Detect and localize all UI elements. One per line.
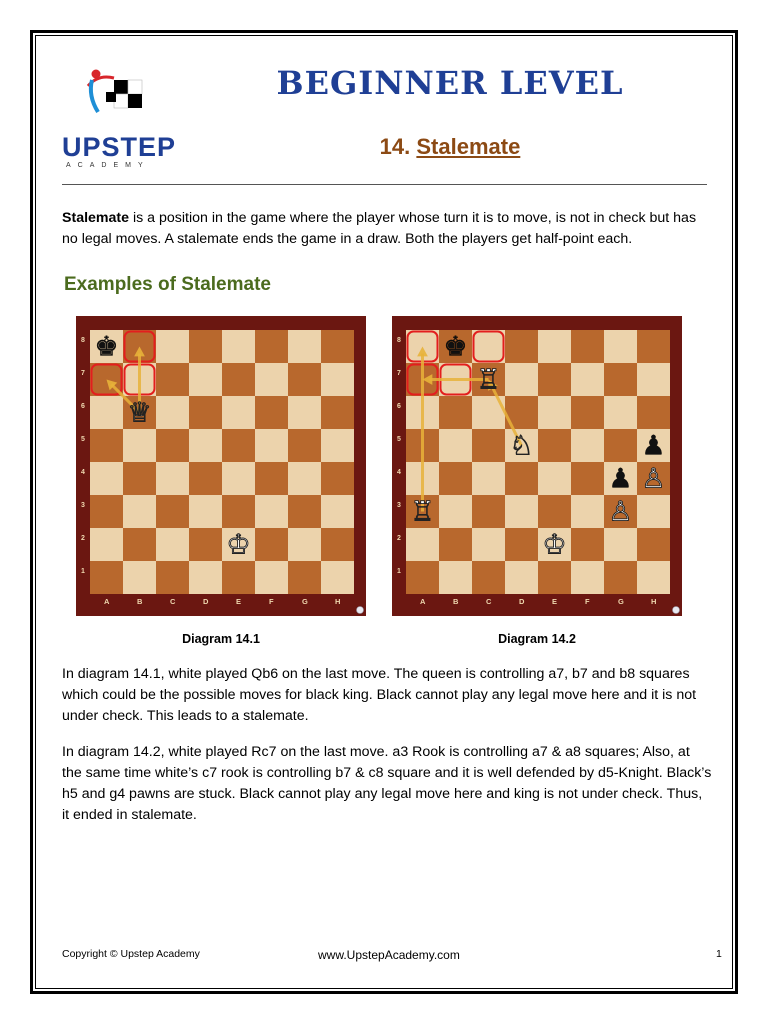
diagram-caption-2: Diagram 14.2 — [498, 632, 576, 646]
board-square — [222, 363, 255, 396]
file-label: E — [552, 597, 558, 606]
side-to-move-indicator — [673, 607, 680, 614]
board-square — [90, 429, 123, 462]
rank-label: 8 — [81, 337, 85, 344]
file-label: H — [651, 597, 657, 606]
rank-label: 4 — [81, 469, 85, 476]
white-piece-c7: ♖ — [476, 364, 501, 396]
rank-label: 3 — [81, 502, 85, 509]
board-square — [255, 528, 288, 561]
black-piece-g4: ♟ — [608, 463, 633, 495]
rank-label: 2 — [397, 535, 401, 542]
board-square — [505, 330, 538, 363]
board-square — [123, 561, 156, 594]
board-square — [571, 396, 604, 429]
board-square — [406, 561, 439, 594]
white-piece-g3: ♙ — [608, 496, 633, 528]
rank-label: 5 — [81, 436, 85, 443]
intro-paragraph — [62, 208, 712, 250]
board-square — [255, 495, 288, 528]
board-square — [472, 528, 505, 561]
file-label: A — [104, 597, 110, 606]
board-square — [604, 528, 637, 561]
board-square — [439, 429, 472, 462]
board-square — [604, 330, 637, 363]
board-square — [288, 495, 321, 528]
file-label: C — [170, 597, 176, 606]
board-square — [637, 495, 670, 528]
page-title: BEGINNER LEVEL — [276, 64, 624, 102]
board-square — [189, 495, 222, 528]
board-square — [538, 330, 571, 363]
file-label: B — [137, 597, 143, 606]
board-square — [538, 462, 571, 495]
diagram-caption-1: Diagram 14.1 — [182, 632, 260, 646]
board-square — [156, 462, 189, 495]
logo-subtitle: ACADEMY — [66, 162, 150, 169]
board-square — [571, 363, 604, 396]
rank-label: 2 — [81, 535, 85, 542]
board-square — [123, 429, 156, 462]
board-square — [222, 429, 255, 462]
board-square — [571, 330, 604, 363]
file-label: A — [420, 597, 426, 606]
file-label: C — [486, 597, 492, 606]
board-square — [637, 528, 670, 561]
board-square — [156, 330, 189, 363]
footer-copyright: Copyright © Upstep Academy — [62, 948, 200, 960]
board-square — [604, 363, 637, 396]
rank-label: 1 — [81, 568, 85, 575]
board-square — [538, 396, 571, 429]
black-piece-a8: ♚ — [94, 331, 119, 363]
board-square — [255, 429, 288, 462]
board-square — [604, 429, 637, 462]
board-square — [637, 561, 670, 594]
rank-label: 7 — [397, 370, 401, 377]
board-square — [156, 495, 189, 528]
file-label: H — [335, 597, 341, 606]
board-square — [604, 561, 637, 594]
board-square — [571, 429, 604, 462]
board-square — [222, 330, 255, 363]
board-square — [505, 462, 538, 495]
board-square — [472, 561, 505, 594]
board-square — [156, 429, 189, 462]
board-square — [90, 462, 123, 495]
lesson-number: 14. — [379, 134, 411, 159]
board-square — [288, 528, 321, 561]
footer-website[interactable]: www.UpstepAcademy.com — [318, 948, 460, 962]
board-square — [189, 396, 222, 429]
section-heading: Examples of Stalemate — [64, 274, 271, 295]
rank-label: 7 — [81, 370, 85, 377]
board-square — [505, 528, 538, 561]
board-square — [255, 561, 288, 594]
board-square — [321, 330, 354, 363]
side-to-move-indicator — [357, 607, 364, 614]
white-piece-b6: ♕ — [127, 397, 152, 429]
file-label: D — [519, 597, 525, 606]
footer-page-number: 1 — [716, 948, 722, 960]
board-square — [571, 462, 604, 495]
board-square — [255, 330, 288, 363]
board-square — [288, 429, 321, 462]
board-square — [472, 330, 505, 363]
board-square — [156, 561, 189, 594]
file-label: E — [236, 597, 242, 606]
board-square — [538, 495, 571, 528]
white-piece-d5: ♘ — [509, 430, 534, 462]
board-square — [255, 396, 288, 429]
white-piece-e2: ♔ — [226, 529, 251, 561]
board-square — [538, 363, 571, 396]
board-square — [439, 561, 472, 594]
board-square — [571, 495, 604, 528]
board-square — [321, 528, 354, 561]
board-square — [189, 561, 222, 594]
file-label: D — [203, 597, 209, 606]
board-square — [189, 363, 222, 396]
rank-label: 1 — [397, 568, 401, 575]
board-square — [189, 528, 222, 561]
board-square — [538, 561, 571, 594]
board-square — [90, 495, 123, 528]
rank-label: 6 — [81, 403, 85, 410]
board-square — [123, 528, 156, 561]
board-square — [156, 363, 189, 396]
board-square — [637, 396, 670, 429]
header-divider — [62, 184, 707, 185]
board-square — [156, 528, 189, 561]
board-square — [189, 462, 222, 495]
board-square — [90, 528, 123, 561]
explanation-paragraph-2: In diagram 14.2, white played Rc7 on the last move. a3 Rook is controlling a7 & a8 squares; Also, at the same time white’s c7 rook is controlling b7 & c8 square and it is well defended by d5-Knight. Black’s h5 and g4 pawns are stuck. Black cannot play any legal move here and king is not under check. Thus, it ended in stalemate. — [62, 744, 712, 823]
chess-diagram-1 — [76, 316, 366, 616]
file-label: G — [302, 597, 308, 606]
board-square — [321, 363, 354, 396]
board-square — [472, 462, 505, 495]
board-square — [255, 462, 288, 495]
file-label: B — [453, 597, 459, 606]
board-square — [321, 462, 354, 495]
board-square — [439, 462, 472, 495]
board-square — [505, 363, 538, 396]
board-square — [222, 396, 255, 429]
white-piece-a3: ♖ — [410, 496, 435, 528]
white-piece-e2: ♔ — [542, 529, 567, 561]
intro-text: is a position in the game where the player whose turn it is to move, is not in check but has no legal moves. A stalemate ends the game in a draw. Both the players get half-point each. — [62, 210, 697, 247]
board-square — [189, 429, 222, 462]
black-piece-b8: ♚ — [443, 331, 468, 363]
file-label: G — [618, 597, 624, 606]
board-square — [288, 363, 321, 396]
board-square — [472, 495, 505, 528]
intro-term: Stalemate — [62, 210, 130, 226]
board-square — [472, 429, 505, 462]
board-square — [538, 429, 571, 462]
white-piece-h4: ♙ — [641, 463, 666, 495]
board-square — [637, 330, 670, 363]
board-square — [505, 561, 538, 594]
chess-diagram-2 — [392, 316, 682, 616]
board-square — [406, 528, 439, 561]
board-square — [439, 495, 472, 528]
board-square — [321, 429, 354, 462]
board-square — [288, 396, 321, 429]
board-square — [222, 561, 255, 594]
board-square — [321, 495, 354, 528]
board-square — [123, 462, 156, 495]
board-square — [604, 396, 637, 429]
board-square — [90, 561, 123, 594]
board-square — [439, 396, 472, 429]
lesson-topic: Stalemate — [416, 134, 521, 159]
board-square — [189, 330, 222, 363]
board-square — [222, 495, 255, 528]
board-square — [255, 363, 288, 396]
file-label: F — [269, 597, 274, 606]
rank-label: 8 — [397, 337, 401, 344]
board-square — [288, 462, 321, 495]
rank-label: 5 — [397, 436, 401, 443]
board-square — [505, 495, 538, 528]
rank-label: 4 — [397, 469, 401, 476]
board-square — [156, 396, 189, 429]
board-square — [90, 396, 123, 429]
board-square — [637, 363, 670, 396]
board-square — [321, 396, 354, 429]
board-square — [288, 330, 321, 363]
board-square — [222, 462, 255, 495]
board-square — [321, 561, 354, 594]
board-square — [439, 528, 472, 561]
logo-brand: UPSTEP — [62, 132, 177, 162]
explanation-paragraph-1: In diagram 14.1, white played Qb6 on the last move. The queen is controlling a7, b7 and b8 squares which could be the possible moves for black king. Black cannot play any legal move here and it is not under check. This leads to a stalemate. — [62, 666, 697, 724]
rank-label: 6 — [397, 403, 401, 410]
board-square — [571, 561, 604, 594]
board-square — [123, 495, 156, 528]
rank-label: 3 — [397, 502, 401, 509]
board-svg — [76, 316, 366, 616]
black-piece-h5: ♟ — [641, 430, 666, 462]
lesson-title — [250, 134, 650, 160]
file-label: F — [585, 597, 590, 606]
board-svg — [392, 316, 682, 616]
board-square — [571, 528, 604, 561]
board-square — [288, 561, 321, 594]
